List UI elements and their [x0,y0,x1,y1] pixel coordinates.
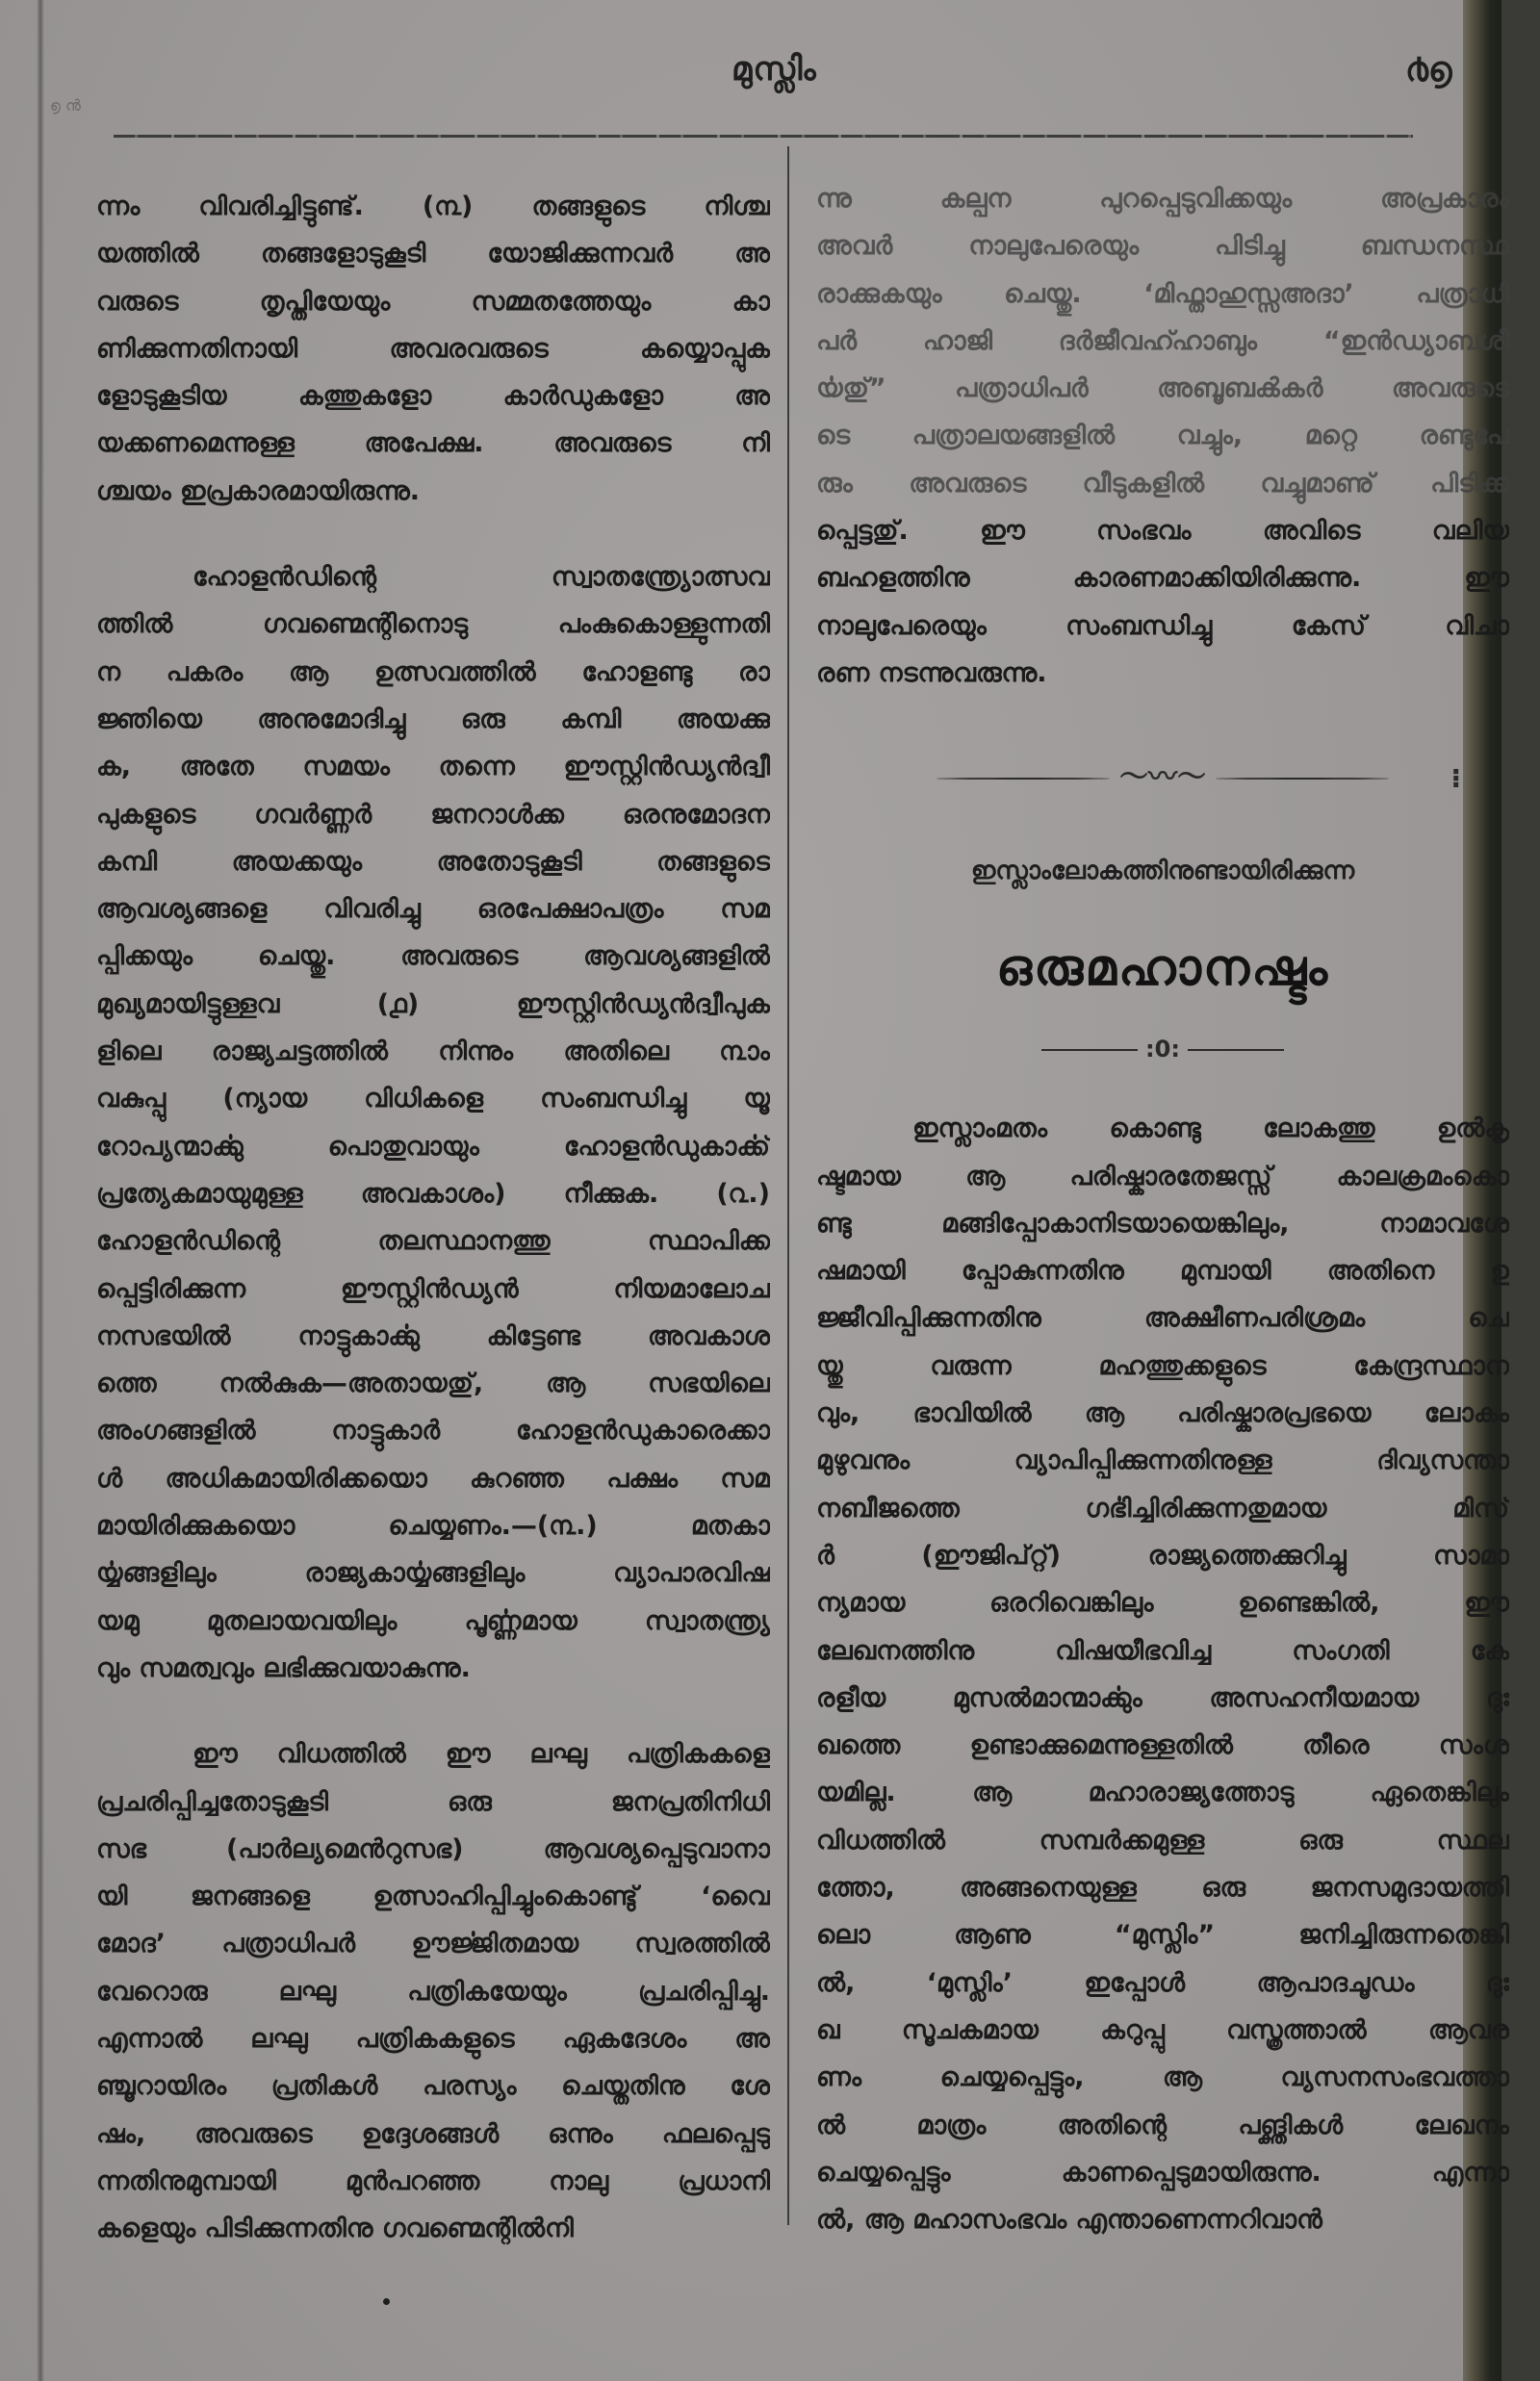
text-line: മുഖ്യമായിട്ടുള്ളവ (൧) ഈസ്റ്റിൻഡ്യൻദ്വീപുക [96,988,770,1019]
text-line: ഹോളൻഡിന്റെ തലസ്ഥാനത്തു സ്ഥാപിക്ക [96,1226,770,1257]
article-kicker: ഇസ്ലാംലോകത്തിനുണ്ടായിരിക്കുന്ന [970,857,1355,886]
text-line: ആവശ്യങ്ങളെ വിവരിച്ചു ഒരപേക്ഷാപത്രം സമ [96,894,770,925]
text-line: പ്രത്യേകമായുമുള്ള അവകാശം) നീക്കുക. (൨.) [96,1178,770,1209]
text-line: അംഗങ്ങളിൽ നാട്ടുകാർ ഹോളൻഡുകാരെക്കാ [96,1416,770,1447]
text-line: ന്നം വിവരിച്ചിട്ടുണ്ട്. (൩) തങ്ങളുടെ നിശ്ച [96,192,770,221]
text-line: ജ്ഞിയെ അനുമോദിച്ചു ഒരു കമ്പി അയക്കു [96,704,770,734]
text-line: യത്തിൽ തങ്ങളോടുകൂടി യോജിക്കുന്നവർ അ [96,239,770,269]
text-line: ഹോളൻഡിന്റെ സ്വാതന്ത്ര്യോത്സവ [192,562,770,593]
text-line: ക, അതേ സമയം തന്നെ ഈസ്റ്റിൻഡ്യൻദ്വീ [96,752,770,782]
text-line: ന്നതിനുമുമ്പായി മുൻപറഞ്ഞ നാലു പ്രധാനി [96,2165,770,2196]
paragraph [96,183,770,515]
column-divider [787,146,789,2225]
text-line: ത്തിൽ ഗവണ്മെന്റിനൊടു പംകുകൊള്ളുന്നതി [96,609,770,640]
text-line: ഖ സൂചകമായ കറുപ്പു വസ്ത്രത്താൽ ആവര [816,2014,1509,2045]
text-line: ൾ അധികമായിരിക്കയൊ കുറഞ്ഞ പക്ഷം സമ [96,1463,770,1494]
text-line: നബീജത്തെ ഗൎഭിച്ചിരിക്കുന്നതുമായ മിസ് [816,1493,1509,1523]
text-line: ൽ, ‘മുസ്ലിം’ ഇപ്പോൾ ആപാദചൂഡം ദുഃ [816,1967,1509,1998]
paragraph-gap [96,515,770,553]
text-line: ഷം, അവരുടെ ഉദ്ദേശങ്ങൾ ഒന്നും ഫലപ്പെടു [96,2118,770,2149]
running-head [0,50,1502,108]
text-line: ൎയ്യങ്ങളിലും രാജ്യകാൎയ്യങ്ങളിലും വ്യാപാരവിഷ [96,1558,770,1589]
text-line: മോദ’ പത്രാധിപർ ഊൎജ്ജിതമായ സ്വരത്തിൽ [96,1929,770,1959]
text-line: നസഭയിൽ നാട്ടുകാൎക്കു കിട്ടേണ്ട അവകാശ [96,1320,770,1351]
text-line: ഈ വിധത്തിൽ ഈ ലഘു പത്രികകളെ [192,1739,770,1770]
ornament-swash-left [937,778,1110,780]
text-line: വിധത്തിൽ സമ്പർക്കമുള്ള ഒരു സ്ഥല [816,1825,1509,1856]
header-rule [114,135,1413,138]
text-line: ഖത്തെ ഉണ്ടാക്കുമെന്നുള്ളതിൽ തീരെ സംശ [816,1730,1509,1761]
text-line: ശ്ചയം ഇപ്രകാരമായിരുന്നു. [96,475,421,506]
text-line: യമു മുതലായവയിലും പൂൎണ്ണമായ സ്വാതന്ത്ര്യ [96,1605,770,1636]
title-divider [816,1032,1509,1066]
ornament-swash-right [1216,778,1389,780]
text-line: കമ്പി അയക്കയും അതോടുകൂടി തങ്ങളുടെ [96,846,770,877]
text-line: ലൊ ആണു “മുസ്ലിം” ജനിച്ചിരുന്നതെങ്കി [816,1920,1509,1951]
text-line: ണിക്കുന്നതിനായി അവരവരുടെ കയ്യൊപ്പുക [96,333,770,364]
text-line: ളോടുകൂടിയ കത്തുകളോ കാർഡുകളോ അ [96,381,770,412]
text-line: ന പകരം ആ ഉത്സവത്തിൽ ഹോളണ്ടു രാ [96,656,770,687]
continued-text [816,175,1509,697]
paragraph-gap [96,1692,770,1730]
text-line: ണ്ടു മങ്ങിപ്പോകാനിടയായെങ്കിലും, നാമാവശേ [816,1208,1509,1239]
text-line: രളീയ മുസൽമാന്മാൎക്കും അസഹനീയമായ ദുഃ [816,1682,1509,1713]
text-line: നാലുപേരെയും സംബന്ധിച്ചു കേസ് വിചാ [816,610,1509,641]
text-line: ൽ, ആ മഹാസംഭവം എന്താണെന്നറിവാൻ [816,2205,1322,2236]
text-line: രാക്കുകയും ചെയ്തു. ‘മിഫ്താഹുസ്സഅദാ’ പത്രാധി [816,278,1509,309]
text-line: അവർ നാലുപേരെയും പിടിച്ചു ബന്ധനസ്ഥ [816,231,1509,262]
divider-mark: :0: [1145,1036,1180,1063]
section-ornament [816,753,1509,810]
ornament-dot: ⁝ [1450,762,1461,795]
right-column [816,175,1509,2243]
text-line: ലേഖനത്തിനു വിഷയീഭവിച്ച സംഗതി കേ [816,1635,1509,1666]
text-line: രും അവരുടെ വീടുകളിൽ വച്ചുമാണു് പിടിക്ക [816,468,1509,499]
text-line: ത്തോ, അങ്ങനെയുള്ള ഒരു ജനസമുദായത്തി [816,1873,1509,1904]
running-title: മുസ്ലിം [732,50,817,89]
text-line: ജ്ജീവിപ്പിക്കുന്നതിനു അക്ഷീണപരിശ്രമം ചെ [816,1303,1509,1334]
article-title: ഒരുമഹാനഷ്ടം [996,939,1329,998]
text-line: ന്യമായ ഒരറിവെങ്കിലും ഉണ്ടെങ്കിൽ, ഈ [816,1588,1509,1619]
left-column [96,183,770,2252]
text-line: യക്കണമെന്നുള്ള അപേക്ഷ. അവരുടെ നി [96,428,770,459]
article-body [816,1105,1509,2243]
text-line: യി ജനങ്ങളെ ഉത്സാഹിപ്പിച്ചുംകൊണ്ടു് ‘വൈ [96,1882,770,1912]
text-line: ൽ മാത്രം അതിന്റെ പങ്ക്തികൾ ലേഖനം [816,2110,1509,2140]
text-line: ന്നു കല്പന പുറപ്പെടുവിക്കയും അപ്രകാരം [816,184,1509,214]
text-line: ണം ചെയ്യപ്പെട്ടും, ആ വ്യസനസംഭവത്താ [816,2062,1509,2093]
ink-dot [383,2298,390,2305]
text-line: ഞ്ചൂറായിരം പ്രതികൾ പരസ്യം ചെയ്തതിനു ശേ [96,2071,770,2102]
text-line: ഷ്ടമായ ആ പരിഷ്കാരതേജസ്സ് കാലക്രമംകൊ [816,1161,1509,1191]
text-line: ഇസ്ലാംമതം കൊണ്ടു ലോകത്തു ഉൽകൃ [912,1114,1509,1144]
text-line: വും, ഭാവിയിൽ ആ പരിഷ്കാരപ്രഭയെ ലോകം [816,1398,1509,1429]
text-line: വും സമത്വവും ലഭിക്കുവയാകുന്നു. [96,1652,471,1683]
text-line: കളെയും പിടിക്കുന്നതിനു ഗവണ്മെന്റിൽനി [96,2214,574,2244]
text-line: യമില്ല. ആ മഹാരാജ്യത്തോടു ഏതെങ്കിലും [816,1778,1509,1808]
text-line: ർ (ഈജിപ്റ്റ്) രാജ്യത്തെക്കുറിച്ചു സാമാ [816,1540,1509,1571]
text-line: ൎയതു്” പത്രാധിപർ അബൂബൿകർ അവരുടെ [816,373,1509,404]
paragraph [96,553,770,1692]
text-line: പ്പെട്ടിരിക്കുന്ന ഈസ്റ്റിൻഡ്യൻ നിയമാലോച [96,1273,770,1304]
text-line: എന്നാൽ ലഘു പത്രികകളുടെ ഏകദേശം അ [96,2023,770,2054]
text-line: ത്തെ നൽകുക—അതായതു്, ആ സഭയിലെ [96,1369,770,1399]
text-line: പ്പെട്ടതു്. ഈ സംഭവം അവിടെ വലിയ [816,516,1509,547]
page-number: ൪൭ [1405,50,1452,90]
text-line: മുഴുവനും വ്യാപിപ്പിക്കുന്നതിനുള്ള ദിവ്യസന്താ [816,1446,1509,1476]
text-line: ളിലെ രാജ്യചട്ടത്തിൽ നിന്നും അതിലെ ൩ാം [96,1037,770,1067]
text-line: ചെയ്യപ്പെട്ടും കാണപ്പെടുമായിരുന്നു. എന്നാ [816,2157,1509,2188]
text-line: പ്രചരിപ്പിച്ചതോടുകൂടി ഒരു ജനപ്രതിനിധി [96,1786,770,1817]
text-line: ഷമായി പ്പോകുന്നതിനു മുമ്പായി അതിനെ ഉ [816,1256,1509,1287]
text-line: യ്തു വരുന്ന മഹത്തുക്കളുടെ കേന്ദ്രസ്ഥാന [816,1350,1509,1381]
text-line: വരുടെ തൃപ്തിയേയും സമ്മതത്തേയും കാ [96,286,770,317]
text-line: ബഹളത്തിനു കാരണമാക്കിയിരിക്കുന്നു. ഈ [816,563,1509,594]
text-line: ടെ പത്രാലയങ്ങളിൽ വച്ചും, മറ്റെ രണ്ടുപേ [816,421,1509,451]
gutter-shadow [37,0,44,2381]
text-line: പർ ഹാജി ദർജീവഹ്ഹാബും “ഇൻഡ്യാബശീ [816,325,1509,356]
text-line: പുകളുടെ ഗവർണ്ണർ ജനറാൾക്ക ഒരനുമോദന [96,799,770,830]
text-line: പ്പിക്കയും ചെയ്തു. അവരുടെ ആവശ്യങ്ങളിൽ [96,941,770,972]
text-line: സഭ (പാർല്യമെൻറുസഭ) ആവശ്യപ്പെടുവാനാ [96,1833,770,1864]
text-line: രണ നടന്നുവരുന്നു. [816,657,1047,688]
ornament-center: 〜〰〜 [1119,760,1206,795]
divider-bar-right [1188,1049,1284,1051]
stray-mark: ൭ ൻ [50,96,81,115]
text-line: വേറൊരു ലഘു പത്രികയേയും പ്രചരിപ്പിച്ചു. [96,1976,770,2007]
text-line: മായിരിക്കുകയൊ ചെയ്യണം.—(൩.) മതകാ [96,1511,770,1542]
text-line: വകുപ്പു (ന്യായ വിധികളെ സംബന്ധിച്ചു യൂ [96,1084,770,1114]
text-line: റോപ്യന്മാൎക്കു പൊതുവായും ഹോളൻഡുകാൎക്ക് [96,1131,770,1162]
divider-bar-left [1041,1049,1138,1051]
paragraph [96,1730,770,2252]
